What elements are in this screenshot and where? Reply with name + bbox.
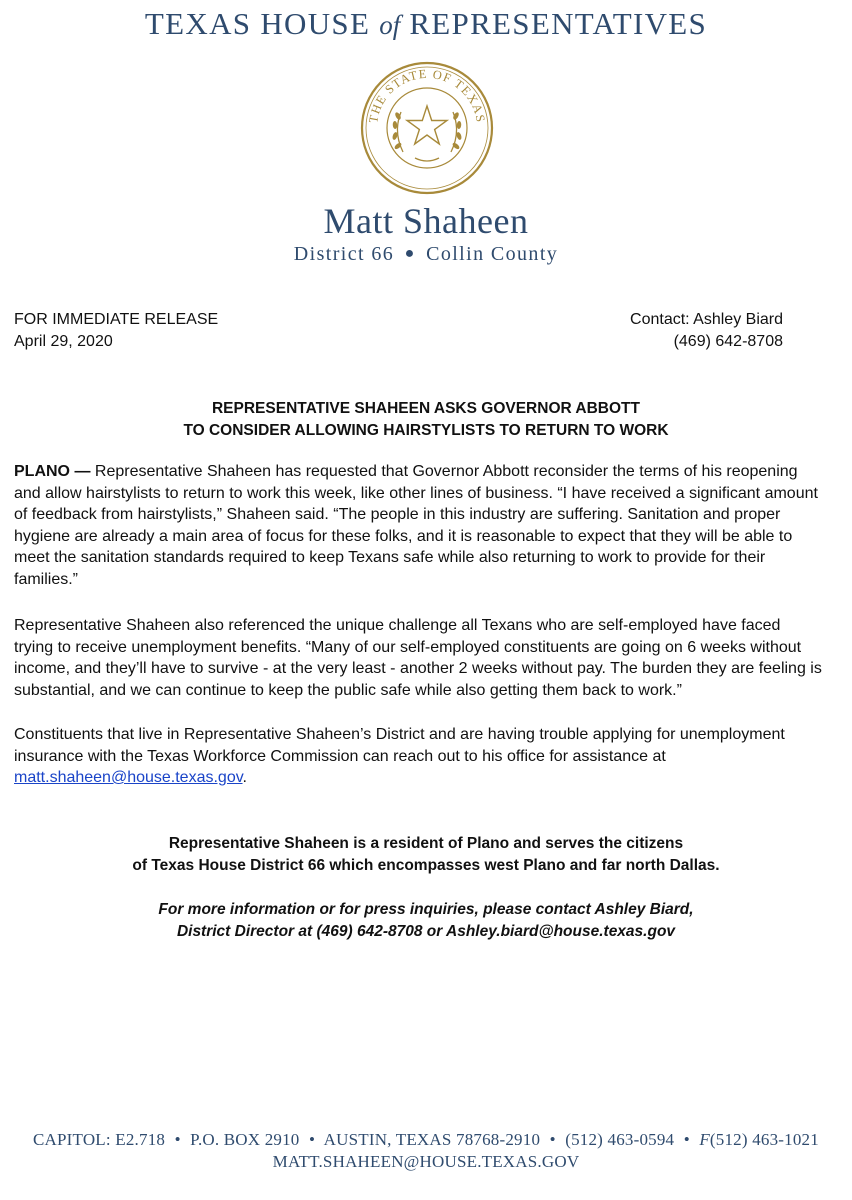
dateline: PLANO — xyxy=(14,463,91,480)
press-inquiries xyxy=(0,899,852,943)
headline-line-2: TO CONSIDER ALLOWING HAIRSTYLISTS TO RETURN TO WORK xyxy=(183,422,669,439)
bio-line-1: Representative Shaheen is a resident of Plano and serves the citizens xyxy=(168,835,684,852)
county-label: Collin County xyxy=(426,243,559,265)
bio-line-2: of Texas House District 66 which encompasses west Plano and far north Dallas. xyxy=(132,857,720,874)
release-info xyxy=(14,309,218,352)
footer-email: MATT.SHAHEEN@HOUSE.TEXAS.GOV xyxy=(272,1152,580,1171)
footer-city: AUSTIN, TEXAS 78768-2910 xyxy=(323,1130,541,1149)
headline-line-1: REPRESENTATIVE SHAHEEN ASKS GOVERNOR ABBOTT xyxy=(211,400,640,417)
footer-bullet: • xyxy=(308,1130,316,1149)
footer-bullet: • xyxy=(549,1130,556,1149)
footer-address xyxy=(0,1129,852,1173)
footer-address-line xyxy=(0,1129,852,1151)
paragraph-2: Representative Shaheen also referenced the unique challenge all Texans who are self-employed have faced trying to receive unemployment benefits. “Many of our self-employed constituents are going on 6 weeks without income, and they’ll have to survive - at the very least - another 2 weeks without pay. The burden they are feeling is substantial, and we can continue to keep the public safe while also getting them back to work.” xyxy=(14,617,822,699)
representative-name: Matt Shaheen xyxy=(323,201,529,241)
headline xyxy=(0,398,852,442)
footer-room: E2.718 xyxy=(115,1130,166,1149)
contact-info xyxy=(630,309,783,352)
press-line-2: District Director at (469) 642-8708 or Ashley.biard@house.texas.gov xyxy=(176,923,676,940)
paragraph-3 xyxy=(14,724,822,789)
footer-bullet: • xyxy=(174,1130,181,1149)
texas-seal-icon xyxy=(359,60,495,196)
office-email-link[interactable]: matt.shaheen@house.texas.gov xyxy=(14,769,243,786)
seal-text: THE STATE OF TEXAS xyxy=(366,66,488,125)
footer-po-box: P.O. BOX 2910 xyxy=(190,1130,300,1149)
footer-phone: (512) 463-0594 xyxy=(565,1130,675,1149)
contact-phone: (469) 642-8708 xyxy=(673,332,783,350)
release-date: April 29, 2020 xyxy=(14,332,113,350)
letterhead-title xyxy=(0,6,852,42)
bio-block xyxy=(0,833,852,877)
paragraph-1 xyxy=(14,461,822,590)
footer-bullet: • xyxy=(683,1130,690,1149)
letterhead-title-of: of xyxy=(379,10,401,40)
footer-capitol-label: CAPITOL: xyxy=(33,1130,111,1149)
paragraph-3-end: . xyxy=(242,769,247,786)
paragraph-3-text: Constituents that live in Representative Shaheen’s District and are having trouble applying for unemployment insurance with the Texas Workforce Commission can reach out to his office for assistance at xyxy=(14,726,785,765)
district-label: District 66 xyxy=(293,243,395,265)
contact-name: Contact: Ashley Biard xyxy=(630,311,783,328)
separator-dot: ● xyxy=(404,245,416,262)
svg-text:THE STATE OF TEXAS xyxy=(366,67,488,124)
press-line-1: For more information or for press inquiries, please contact Ashley Biard, xyxy=(158,901,694,918)
release-status: FOR IMMEDIATE RELEASE xyxy=(14,311,219,328)
letterhead-title-part2: REPRESENTATIVES xyxy=(409,6,708,41)
fax-icon: F xyxy=(699,1130,710,1149)
paragraph-1-text: Representative Shaheen has requested that Governor Abbott reconsider the terms of his reopening and allow hairstylists to return to work this week, like other lines of business. “I have received a significant amount of feedback from hairstylists,” Shaheen said. “The people in this industry are suffering. Sanitation and proper hygiene are already a main area of focus for these folks, and it is reasonable to expect that they will be able to meet the sanitation standards required to keep Texans safe while also returning to work to provide for their families.” xyxy=(14,463,818,588)
letterhead-title-part1: TEXAS HOUSE xyxy=(144,6,371,41)
footer-fax: (512) 463-1021 xyxy=(709,1130,819,1149)
representative-district xyxy=(0,243,852,266)
